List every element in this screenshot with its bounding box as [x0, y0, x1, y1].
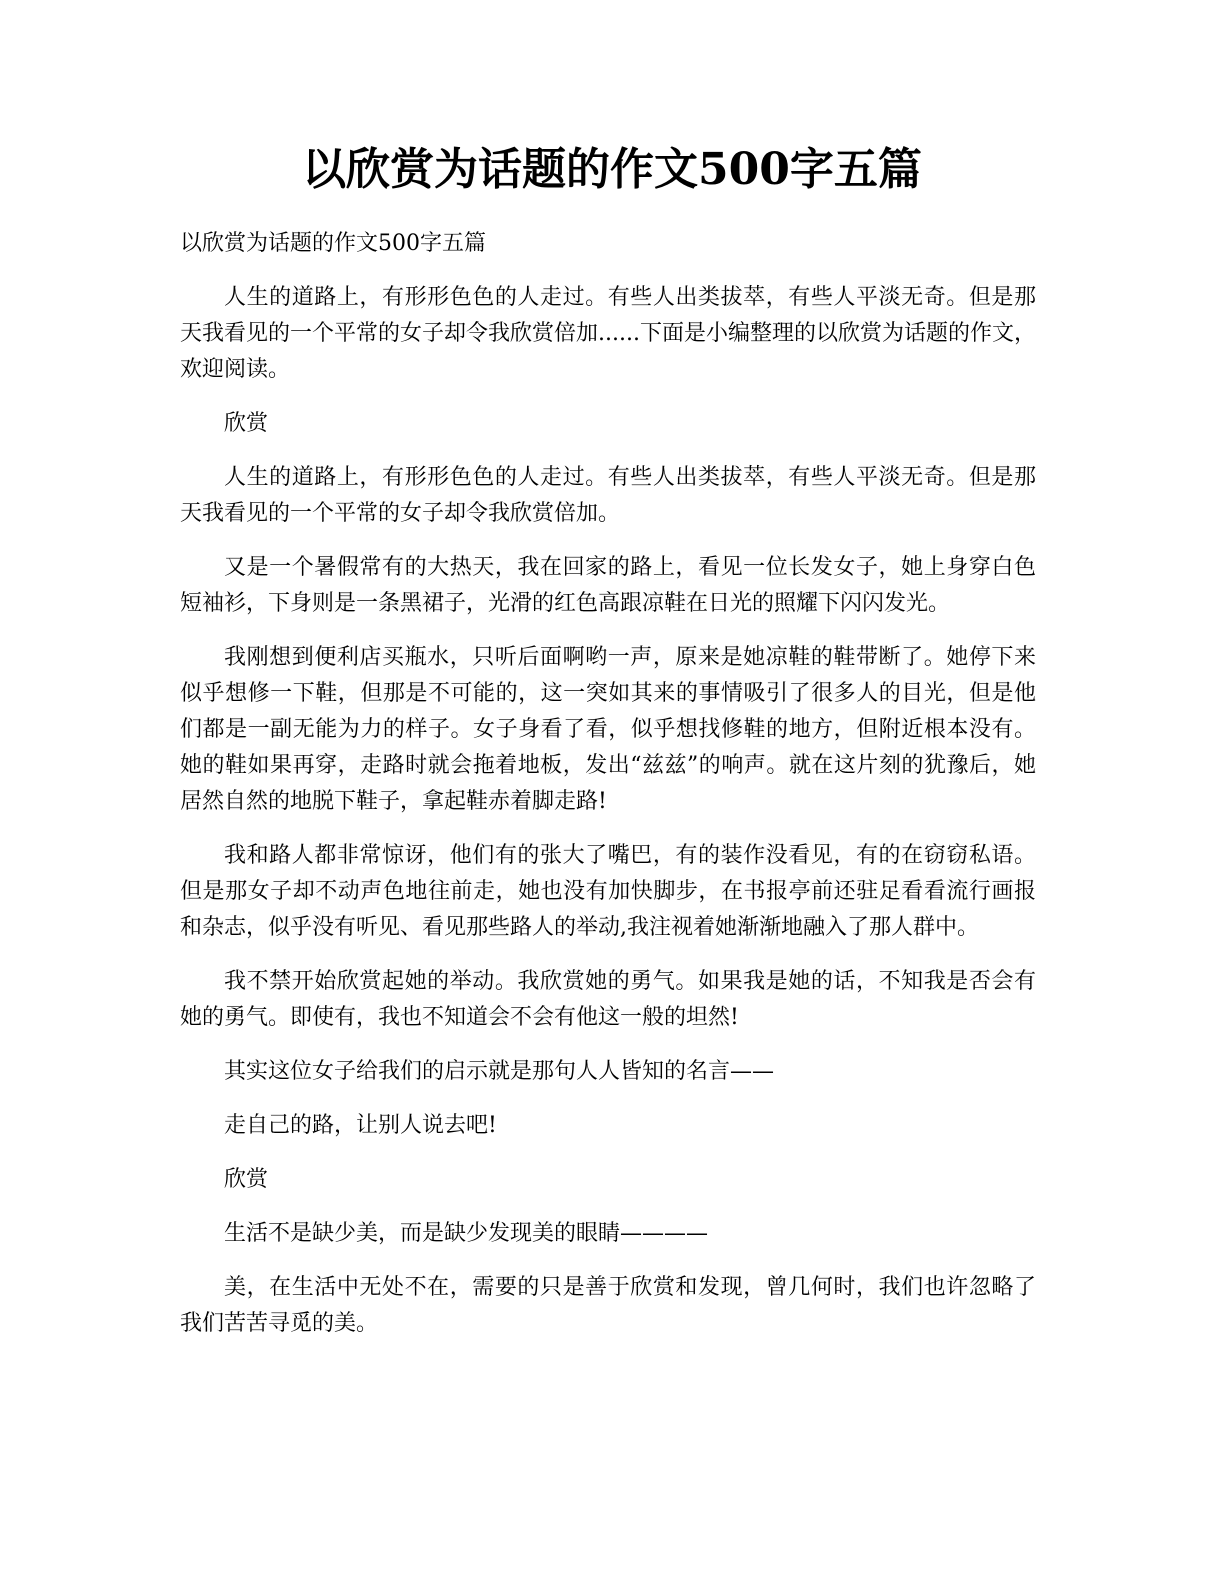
paragraph: 其实这位女子给我们的启示就是那句人人皆知的名言——	[224, 1059, 775, 1084]
paragraph: 又是一个暑假常有的大热天，我在回家的路上，看见一位长发女子，她上身穿白色短袖衫，下身则是一条黑裙子，光滑的红色高跟凉鞋在日光的照耀下闪闪发光。	[180, 555, 1036, 616]
paragraph-heading: 欣赏	[224, 411, 269, 436]
document-title: 以欣赏为话题的作文500字五篇	[302, 144, 922, 195]
paragraph: 我刚想到便利店买瓶水，只听后面啊哟一声，原来是她凉鞋的鞋带断了。她停下来似乎想修一下鞋，但那是不可能的，这一突如其来的事情吸引了很多人的目光，但是他们都是一副无能为力的样子。女子身看了看，似乎想找修鞋的地方，但附近根本没有。她的鞋如果再穿，走路时就会拖着地板，发出“兹兹”的响声。就在这片刻的犹豫后，她居然自然的地脱下鞋子，拿起鞋赤着脚走路!	[180, 645, 1036, 814]
paragraph: 走自己的路，让别人说去吧!	[224, 1113, 497, 1138]
paragraph-heading: 欣赏	[224, 1167, 269, 1192]
paragraph: 美，在生活中无处不在，需要的只是善于欣赏和发现，曾几何时，我们也许忽略了我们苦苦寻觅的美。	[180, 1275, 1036, 1336]
paragraph: 我和路人都非常惊讶，他们有的张大了嘴巴，有的装作没看见，有的在窃窃私语。但是那女子却不动声色地往前走，她也没有加快脚步，在书报亭前还驻足看看流行画报和杂志，似乎没有听见、看见那些路人的举动,我注视着她渐渐地融入了那人群中。	[180, 843, 1036, 940]
paragraph-intro: 人生的道路上，有形形色色的人走过。有些人出类拔萃，有些人平淡无奇。但是那天我看见的一个平常的女子却令我欣赏倍加......下面是小编整理的以欣赏为话题的作文，欢迎阅读。	[180, 285, 1036, 382]
paragraph: 我不禁开始欣赏起她的举动。我欣赏她的勇气。如果我是她的话，不知我是否会有她的勇气。即使有，我也不知道会不会有他这一般的坦然!	[180, 969, 1036, 1030]
document-subtitle: 以欣赏为话题的作文500字五篇	[180, 231, 486, 256]
document-body	[180, 226, 1036, 1360]
paragraph: 生活不是缺少美，而是缺少发现美的眼睛————	[224, 1221, 709, 1246]
paragraph: 人生的道路上，有形形色色的人走过。有些人出类拔萃，有些人平淡无奇。但是那天我看见的一个平常的女子却令我欣赏倍加。	[180, 465, 1036, 526]
